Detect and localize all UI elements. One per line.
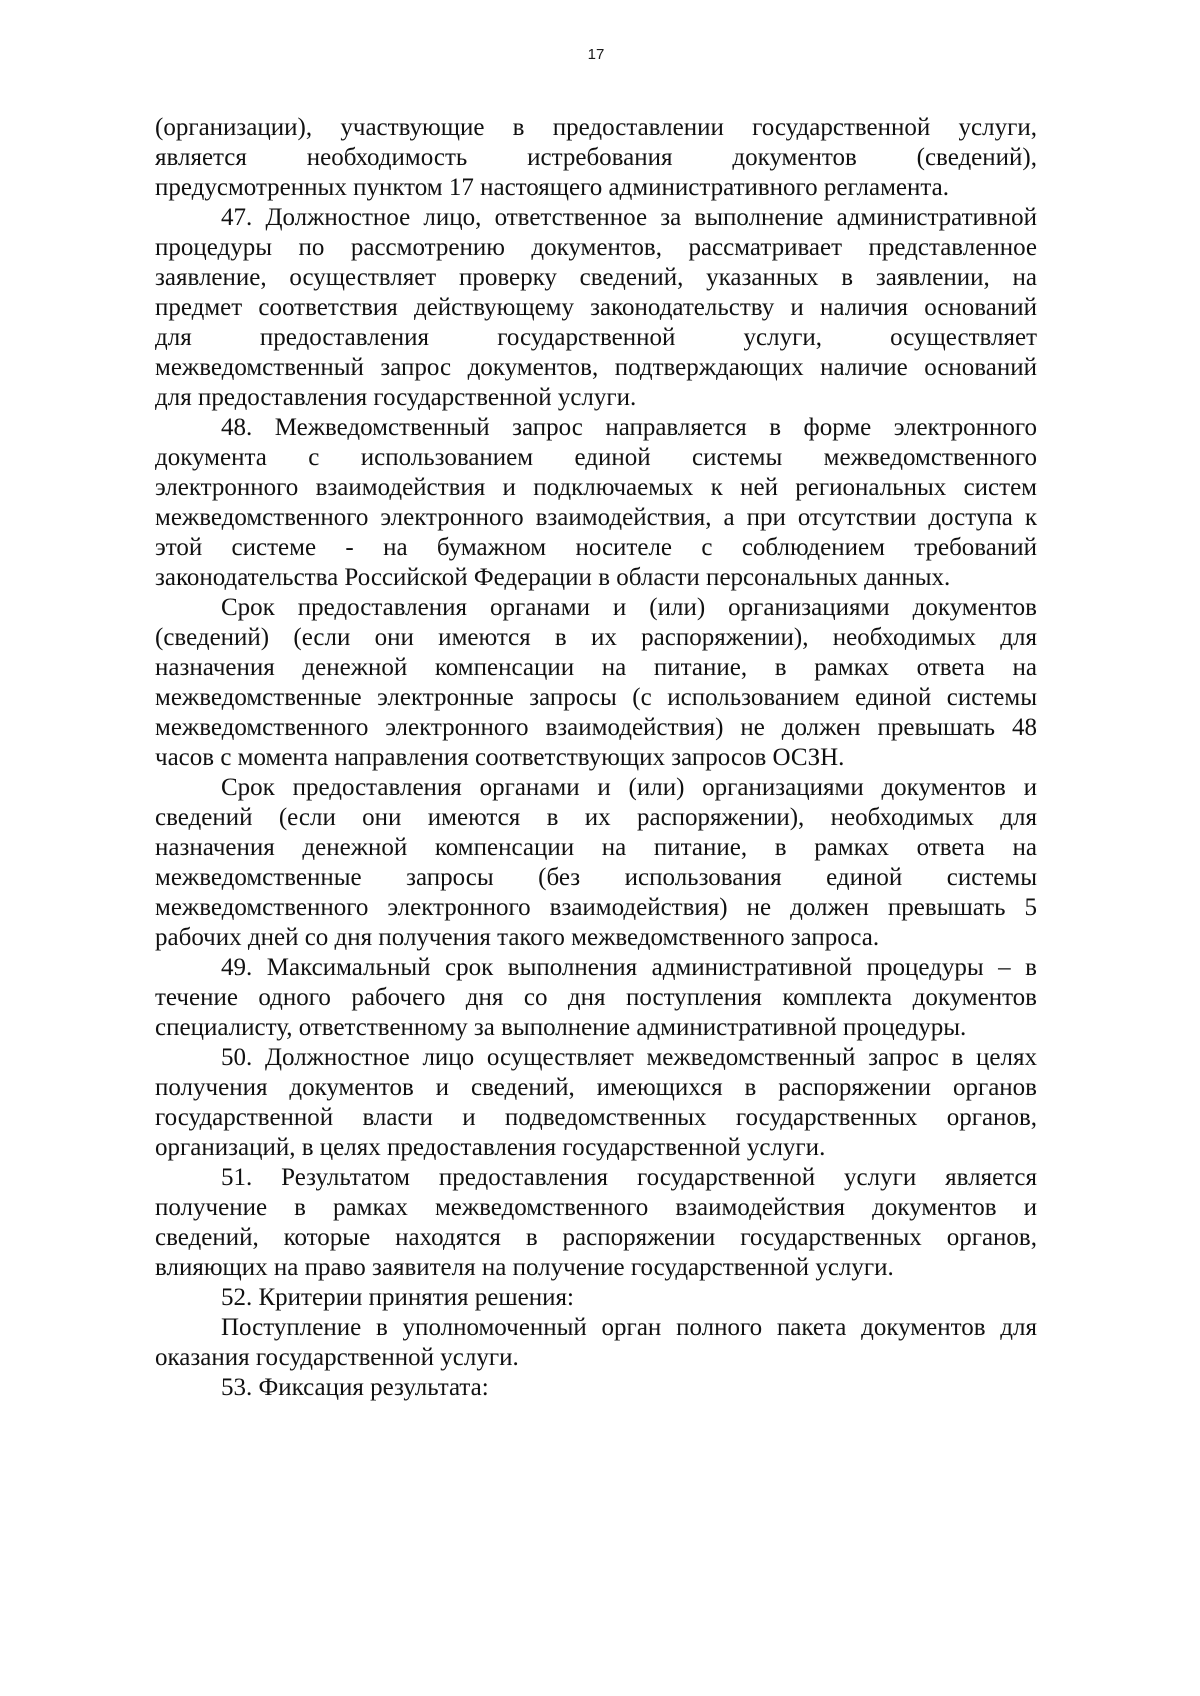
text-line: предусмотренных пунктом 17 настоящего административного регламента. [155,174,949,201]
paragraph [155,1163,1037,1283]
text-line: получения документов и сведений, имеющихся в распоряжении органов [155,1074,1037,1101]
paragraph [155,1313,1037,1373]
text-line: этой системе - на бумажном носителе с соблюдением требований [155,534,1037,561]
paragraph [155,593,1037,773]
text-line: Поступление в уполномоченный орган полного пакета документов для [221,1314,1037,1341]
text-line: межведомственные запросы (без использования единой системы [155,864,1037,891]
text-line: для предоставления государственной услуги. [155,384,637,411]
text-line: оказания государственной услуги. [155,1344,519,1371]
text-line: заявление, осуществляет проверку сведений, указанных в заявлении, на [155,264,1037,291]
page-number: 17 [587,46,605,63]
text-line: 50. Должностное лицо осуществляет межведомственный запрос в целях [221,1044,1037,1071]
text-line: законодательства Российской Федерации в области персональных данных. [155,564,951,591]
paragraph [155,203,1037,413]
paragraph [155,1283,1037,1313]
text-line: 52. Критерии принятия решения: [221,1284,574,1311]
text-line: предмет соответствия действующему законодательству и наличия оснований [155,294,1037,321]
text-line: процедуры по рассмотрению документов, рассматривает представленное [155,234,1037,261]
text-line: назначения денежной компенсации на питание, в рамках ответа на [155,834,1037,861]
paragraph [155,113,1037,203]
text-line: (организации), участвующие в предоставлении государственной услуги, [155,114,1037,141]
text-line: 51. Результатом предоставления государственной услуги является [221,1164,1037,1191]
text-line: для предоставления государственной услуги, осуществляет [155,324,1037,351]
text-line: специалисту, ответственному за выполнение административной процедуры. [155,1014,967,1041]
text-line: часов с момента направления соответствующих запросов ОСЗН. [155,744,845,771]
text-line: организаций, в целях предоставления государственной услуги. [155,1134,826,1161]
paragraph [155,1043,1037,1163]
paragraph [155,773,1037,953]
text-line: 48. Межведомственный запрос направляется в форме электронного [221,414,1037,441]
paragraph [155,953,1037,1043]
text-line: сведений (если они имеются в их распоряжении), необходимых для [155,804,1037,831]
text-line: 53. Фиксация результата: [221,1374,489,1401]
text-line: 47. Должностное лицо, ответственное за выполнение административной [221,204,1037,231]
text-line: является необходимость истребования документов (сведений), [155,144,1037,171]
text-line: получение в рамках межведомственного взаимодействия документов и [155,1194,1037,1221]
text-line: межведомственный запрос документов, подтверждающих наличие оснований [155,354,1037,381]
text-line: 49. Максимальный срок выполнения административной процедуры – в [221,954,1037,981]
text-line: межведомственного электронного взаимодействия, а при отсутствии доступа к [155,504,1037,531]
text-line: сведений, которые находятся в распоряжении государственных органов, [155,1224,1037,1251]
text-line: электронного взаимодействия и подключаемых к ней региональных систем [155,474,1037,501]
text-line: межведомственные электронные запросы (с использованием единой системы [155,684,1037,711]
text-line: Срок предоставления органами и (или) организациями документов [221,594,1037,621]
paragraph [155,413,1037,593]
text-line: Срок предоставления органами и (или) организациями документов и [221,774,1037,801]
text-line: рабочих дней со дня получения такого межведомственного запроса. [155,924,880,951]
text-line: государственной власти и подведомственных государственных органов, [155,1104,1037,1131]
text-line: назначения денежной компенсации на питание, в рамках ответа на [155,654,1037,681]
text-line: документа с использованием единой системы межведомственного [155,444,1037,471]
paragraph [155,1373,1037,1403]
text-line: межведомственного электронного взаимодействия) не должен превышать 5 [155,894,1037,921]
document-body [155,113,1037,1403]
text-line: (сведений) (если они имеются в их распоряжении), необходимых для [155,624,1037,651]
text-line: течение одного рабочего дня со дня поступления комплекта документов [155,984,1037,1011]
text-line: межведомственного электронного взаимодействия) не должен превышать 48 [155,714,1037,741]
text-line: влияющих на право заявителя на получение государственной услуги. [155,1254,894,1281]
